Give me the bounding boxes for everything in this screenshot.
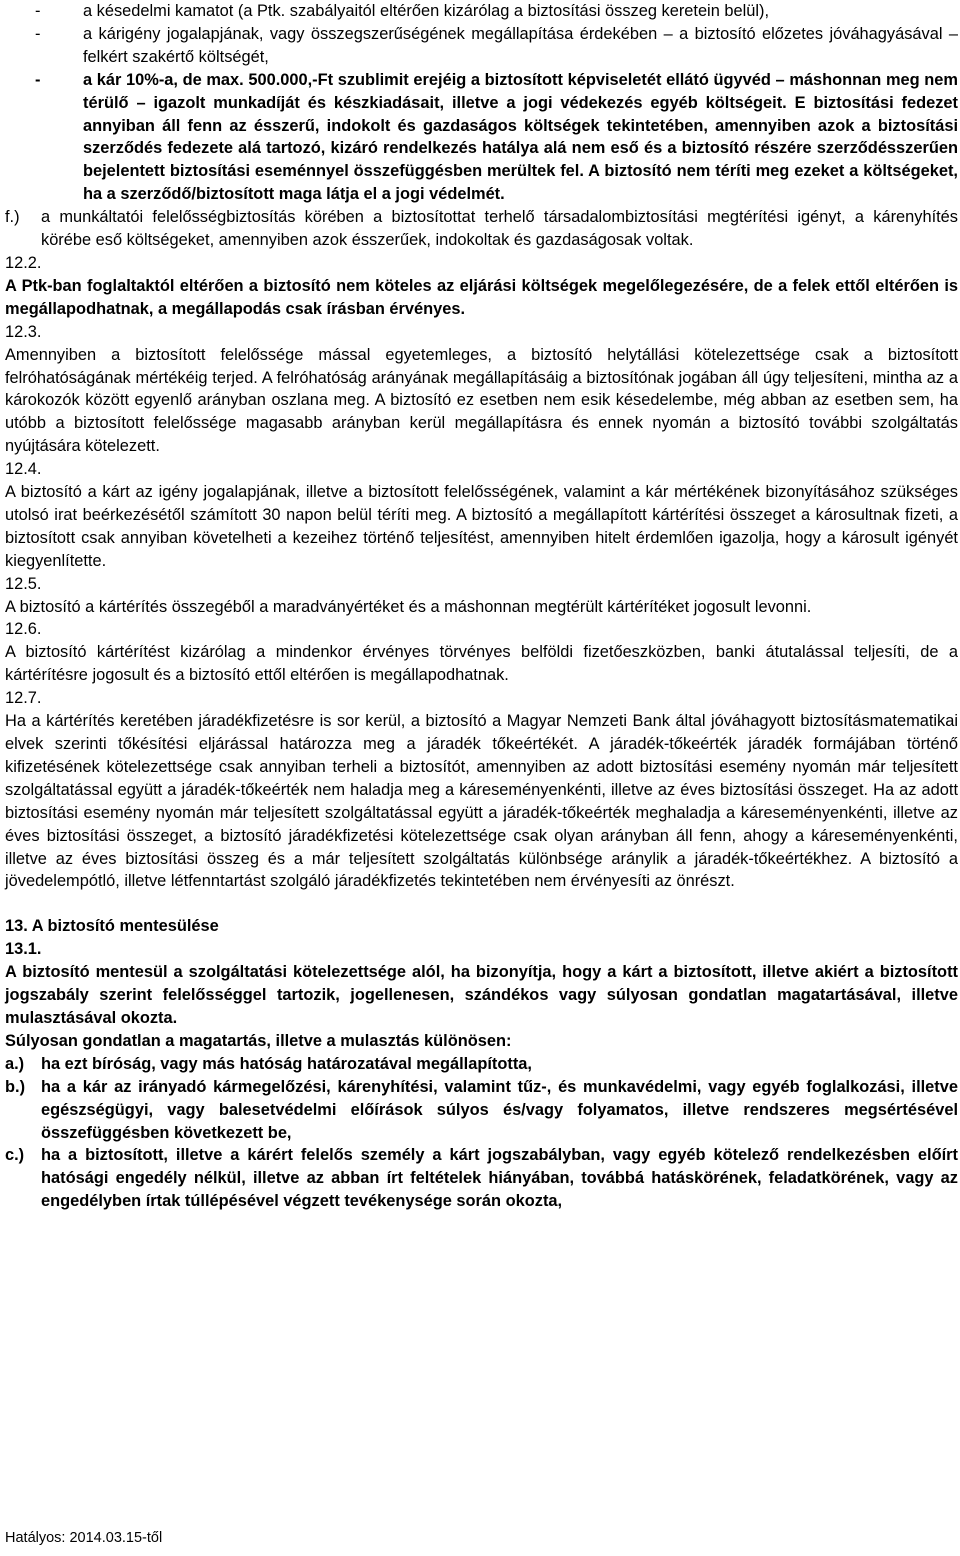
- clause-number: 12.4.: [5, 460, 42, 479]
- list-marker: -: [35, 2, 41, 20]
- clause-text: Ha a kártérítés keretében járadékfizetésre is sor kerül, a biztosító a Magyar Nemzeti Bank által jóváhagyott biztosításmatematikai elvek szerinti tőkésítési eljárással határozza meg a járadék tőkeértékét. A járadék-tőkeérték járadék formájában történő kifizetésének kötelezettsége csak annyiban terheli a biztosítót, amennyiben az adott biztosítási esemény nyomán már teljesített szolgáltatással együtt a járadék-tőkeérték nem haladja meg a káreseményenkénti, illetve az éves biztosítási összeget. Ha az adott biztosítási esemény nyomán már teljesített szolgáltatással együtt a járadék-tőkeérték meghaladja a káreseményenkénti, illetve az éves biztosítási összeget, a biztosító járadékfizetési kötelezettsége csak olyan arányban áll fenn, ahogy a káreseményenkénti, illetve az éves biztosítási összeg és a már teljesített szolgáltatás különbsége aránylik a járadék-tőkeértékhez. A biztosító a jövedelempótló, illetve létfenntartást szolgáló járadékfizetés tekintetében nem érvényesíti az önrészt.: [5, 712, 958, 891]
- clause-text: A biztosító mentesül a szolgáltatási kötelezettsége alól, ha bizonyítja, hogy a kárt a biztosított, illetve akiért a biztosított jogszabály szerint felelősséggel tartozik, jogellenesen, szándékos vagy súlyosan gondatlan magatartásával, illetve mulasztásával okozta.: [5, 963, 958, 1027]
- list-item-f: [5, 206, 958, 252]
- list-item-text: ha ezt bíróság, vagy más hatóság határozatával megállapította,: [41, 1054, 532, 1073]
- list-item: [35, 0, 958, 23]
- clause-number: 12.2.: [5, 253, 42, 272]
- list-item: [35, 23, 958, 69]
- list-item-text: a munkáltatói felelősségbiztosítás körében a biztosítottat terhelő társadalombiztosítási megtérítési igényt, a kárenyhítés körébe eső költségeket, amennyiben azok ésszerűek, indokoltak és gazdaságosak voltak.: [41, 208, 958, 250]
- clause-number: 13.1.: [5, 940, 42, 959]
- clause-text: Amennyiben a biztosított felelőssége mással egyetemleges, a biztosító helytállási kötelezettsége csak a biztosított felróhatóságának mértékéig terjed. A felróhatóság arányának megállapításáig a biztosítónak jogában áll úgy teljesíteni, mintha az a károkozók között egyenlő arányban oszlana meg. A biztosító ez esetben nem esik késedelembe, még abban az esetben sem, ha utóbb a biztosított felelőssége magasabb arányban kerül megállapításra és ennek nyomán a biztosító további szolgáltatás nyújtására kötelezett.: [5, 345, 958, 456]
- clause-number: 12.7.: [5, 689, 42, 708]
- list-item-text: a késedelmi kamatot (a Ptk. szabályaitól eltérően kizárólag a biztosítási összeg keretein belül),: [83, 2, 770, 20]
- list-item-text: ha a kár az irányadó kármegelőzési, kárenyhítési, valamint tűz-, és munkavédelmi, vagy egyéb foglalkozási, illetve egészségügyi, vagy balesetvédelmi előírások súlyos és/vagy folyamatos, illetve rendszeres megsértésével összefüggésben következett be,: [41, 1077, 958, 1142]
- list-item-text: a kárigény jogalapjának, vagy összegszerűségének megállapítása érdekében – a biztosító előzetes jóváhagyásával – felkért szakértő költségét,: [83, 24, 958, 66]
- clause-text: A biztosító a kárt az igény jogalapjának, illetve a biztosított felelősségének, valamint a kár mértékének bizonyításához szükséges utolsó irat beérkezésétől számított 30 napon belül téríti meg. A biztosító a megállapított kártérítési összeget a károsultnak fizeti, a biztosított csak annyiban követelheti a kezeihez történő teljesítést, amennyiben hitelt érdemlően igazolja, hogy a károsult igényét kiegyenlítette.: [5, 483, 958, 570]
- list-marker: -: [35, 70, 41, 89]
- list-marker: a.): [5, 1054, 25, 1073]
- list-item: [5, 1144, 958, 1213]
- page-footer: Hatályos: 2014.03.15-től: [5, 1530, 163, 1546]
- list-marker: b.): [5, 1077, 26, 1096]
- list-marker: c.): [5, 1146, 25, 1165]
- list-item: [5, 1053, 958, 1076]
- list-item: [5, 1076, 958, 1145]
- list-marker: f.): [5, 208, 20, 227]
- list-marker: -: [35, 24, 41, 43]
- list-item-text: [83, 69, 958, 206]
- clause-number: 12.5.: [5, 574, 42, 593]
- coverage-note: E biztosítási fedezet annyiban áll fenn az ésszerű, indokolt és gazdaságos költségek tekintetében, amennyiben azok a biztosítási szerződés fedezete alá tartozó, kizáró rendelkezés hatálya alá nem eső és a biztosító részére szerződésszerűen bejelentett biztosítási eseménnyel összefüggésben merültek fel. A biztosító nem téríti meg ezeket a költségeket, ha a szerződő/biztosított maga látja el a jogi védelmét.: [83, 93, 959, 204]
- list-item: [35, 69, 958, 206]
- clause-number: 12.6.: [5, 620, 42, 639]
- spacer: [5, 893, 958, 915]
- clause-text: A biztosító a kártérítés összegéből a maradványértéket és a máshonnan megtérült kártérítéket jogosult levonni.: [5, 597, 812, 616]
- list-item-text-part: a kár 10%-a, de max. 500.000,-Ft szublimit erejéig a biztosított képviseletét ellátó ügyvéd – máshonnan meg nem térülő – igazolt munkadíját és készkiadásait, illetve a jogi védekezés egyéb költségeit.: [83, 70, 958, 112]
- clause-text: A Ptk-ban foglaltaktól eltérően a biztosító nem köteles az eljárási költségek megelőlegezésére, de a felek ettől eltérően is megállapodhatnak, a megállapodás csak írásban érvényes.: [5, 276, 958, 318]
- list-item-text: ha a biztosított, illetve a kárért felelős személy a kárt jogszabályban, vagy egyéb kötelező rendelkezésben előírt hatósági engedély nélkül, illetve az abban írt feltételek hiányában, továbbá hatáskörének, feladatkörének, vagy az engedélyben írtak túllépésével végzett tevékenysége során okozta,: [41, 1146, 958, 1211]
- list-intro: Súlyosan gondatlan a magatartás, illetve a mulasztás különösen:: [5, 1031, 512, 1050]
- clause-number: 12.3.: [5, 322, 42, 341]
- section-heading: 13. A biztosító mentesülése: [5, 917, 219, 936]
- document-page: [5, 0, 958, 1213]
- clause-text: A biztosító kártérítést kizárólag a mindenkor érvényes törvényes belföldi fizetőeszközben, banki átutalással teljesíti, de a kártérítésre jogosult és a biztosító ettől eltérően is megállapodhatnak.: [5, 643, 958, 685]
